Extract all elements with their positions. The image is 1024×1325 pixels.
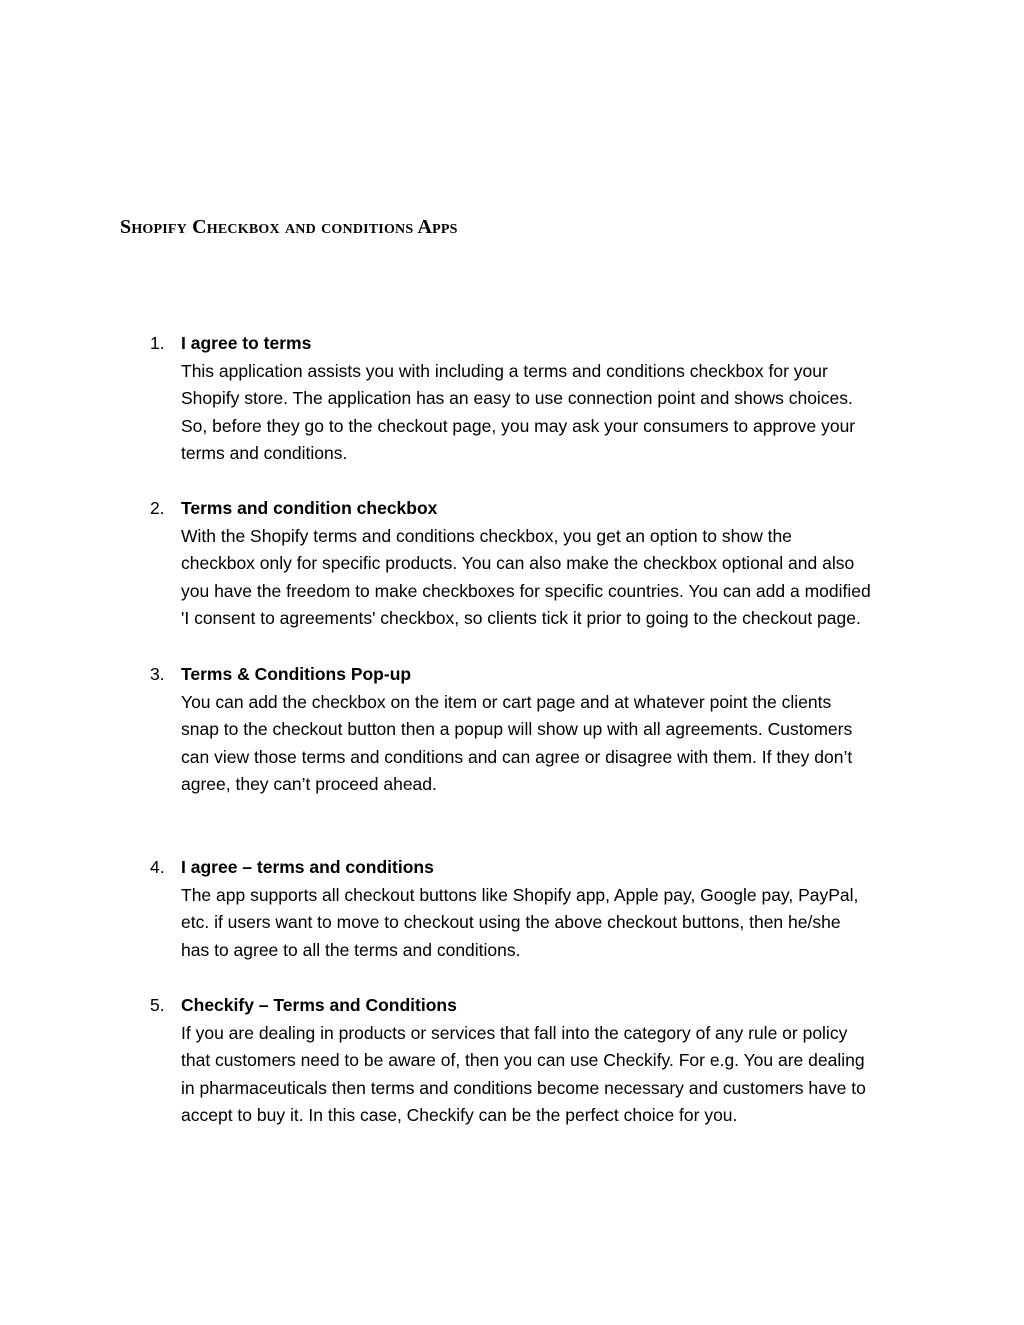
item-text-line: If you are dealing in products or services that fall into the category of any rule or policy (181, 1022, 848, 1043)
item-text-line: can view those terms and conditions and can agree or disagree with them. If they don’t (181, 746, 853, 767)
item-text-line: you have the freedom to make checkboxes for specific countries. You can add a modified (181, 580, 871, 601)
item-body (181, 495, 911, 633)
item-body (181, 854, 911, 964)
item-heading: Terms & Conditions Pop-up (181, 664, 412, 684)
document-title: Shopify Checkbox and conditions Apps (120, 216, 458, 238)
item-heading: Checkify – Terms and Conditions (181, 995, 457, 1015)
item-text-line: This application assists you with including a terms and conditions checkbox for your (181, 360, 828, 381)
item-text-line: With the Shopify terms and conditions checkbox, you get an option to show the (181, 525, 792, 546)
item-number: 5. (150, 995, 165, 1015)
item-text-line: The app supports all checkout buttons like Shopify app, Apple pay, Google pay, PayPal, (181, 884, 859, 905)
item-heading: I agree – terms and conditions (181, 857, 434, 877)
item-body (181, 992, 911, 1130)
item-body (181, 330, 911, 468)
item-number: 4. (150, 857, 165, 877)
item-body (181, 661, 911, 799)
item-number: 1. (150, 333, 165, 353)
item-text-line: So, before they go to the checkout page, you may ask your consumers to approve your (181, 415, 856, 436)
item-text-line: in pharmaceuticals then terms and conditions become necessary and customers have to (181, 1077, 866, 1098)
item-text-line: terms and conditions. (181, 443, 348, 464)
item-text-line: that customers need to be aware of, then you can use Checkify. For e.g. You are dealing (181, 1050, 865, 1071)
item-text-line: etc. if users want to move to checkout using the above checkout buttons, then he/she (181, 912, 841, 933)
item-text-line: snap to the checkout button then a popup will show up with all agreements. Customers (181, 719, 853, 740)
item-number: 2. (150, 498, 165, 518)
item-number: 3. (150, 664, 165, 684)
item-heading: Terms and condition checkbox (181, 498, 438, 518)
item-text-line: agree, they can’t proceed ahead. (181, 774, 437, 795)
item-text-line: checkbox only for specific products. You can also make the checkbox optional and also (181, 553, 855, 574)
item-text-line: has to agree to all the terms and conditions. (181, 939, 521, 960)
item-heading: I agree to terms (181, 333, 312, 353)
item-text-line: 'I consent to agreements' checkbox, so clients tick it prior to going to the checkout page. (181, 608, 861, 629)
item-text-line: You can add the checkbox on the item or cart page and at whatever point the clients (181, 691, 832, 712)
item-text-line: Shopify store. The application has an easy to use connection point and shows choices. (181, 388, 853, 409)
item-text-line: accept to buy it. In this case, Checkify can be the perfect choice for you. (181, 1105, 738, 1126)
